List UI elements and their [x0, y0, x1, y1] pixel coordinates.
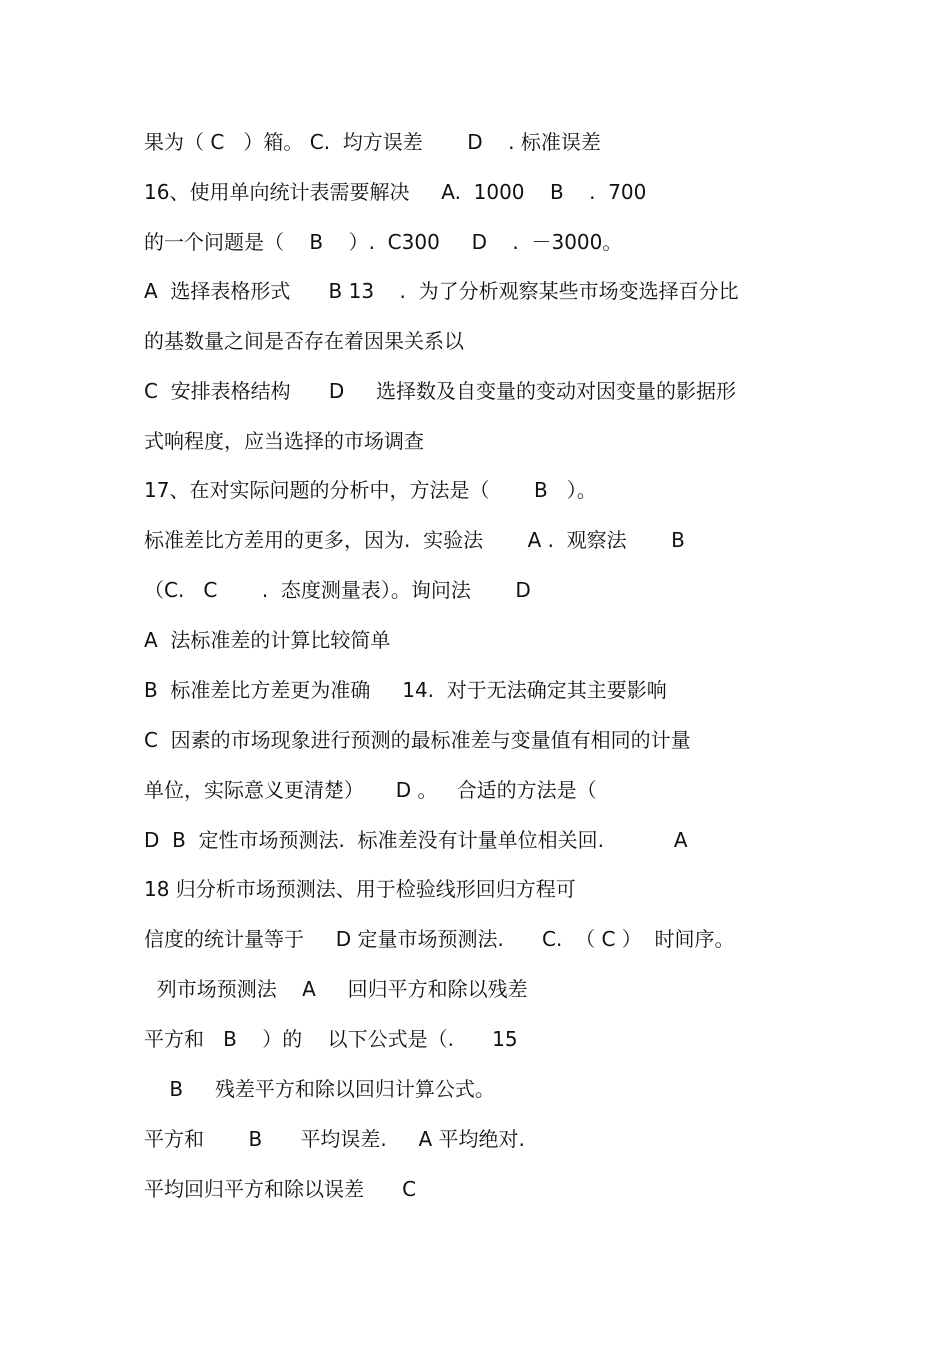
- text-line: B 残差平方和除以回归计算公式。: [144, 1077, 495, 1101]
- text-line: 式响程度，应当选择的市场调查: [144, 429, 424, 453]
- text-line: 列市场预测法 A 回归平方和除以残差: [144, 977, 528, 1001]
- text-line: 18 归分析市场预测法、用于检验线形回归方程可: [144, 877, 576, 901]
- text-line: 平方和 B 平均误差. A 平均绝对.: [144, 1127, 525, 1151]
- text-line: 单位，实际意义更清楚） D 。 合适的方法是（: [144, 778, 597, 802]
- text-line: B 标准差比方差更为准确 14. 对于无法确定其主要影响: [144, 678, 667, 702]
- text-line: A 选择表格形式 B 13 . 为了分析观察某些市场变选择百分比: [144, 279, 739, 303]
- text-line: （C. C . 态度测量表）。询问法 D: [144, 578, 531, 602]
- text-line: 17、在对实际问题的分析中，方法是（ B ）。: [144, 478, 597, 502]
- text-line: 信度的统计量等于 D 定量市场预测法. C. （ C ） 时间序。: [144, 927, 735, 951]
- text-line: 标准差比方差用的更多，因为. 实验法 A . 观察法 B: [144, 528, 685, 552]
- text-line: 16、使用单向统计表需要解决 A. 1000 B . 700: [144, 180, 647, 204]
- text-line: 果为（ C ）箱。 C. 均方误差 D . 标准误差: [144, 130, 601, 154]
- text-line: 平均回归平方和除以误差 C: [144, 1177, 417, 1201]
- text-line: 的基数量之间是否存在着因果关系以: [144, 329, 464, 353]
- text-line: 的一个问题是（ B ）. C300 D . －3000。: [144, 230, 623, 254]
- text-line: C 因素的市场现象进行预测的最标准差与变量值有相同的计量: [144, 728, 691, 752]
- text-line: 平方和 B ）的 以下公式是（. 15: [144, 1027, 518, 1051]
- text-line: A 法标准差的计算比较简单: [144, 628, 391, 652]
- text-line: D B 定性市场预测法. 标准差没有计量单位相关回. A: [144, 828, 688, 852]
- text-line: C 安排表格结构 D 选择数及自变量的变动对因变量的影据形: [144, 379, 737, 403]
